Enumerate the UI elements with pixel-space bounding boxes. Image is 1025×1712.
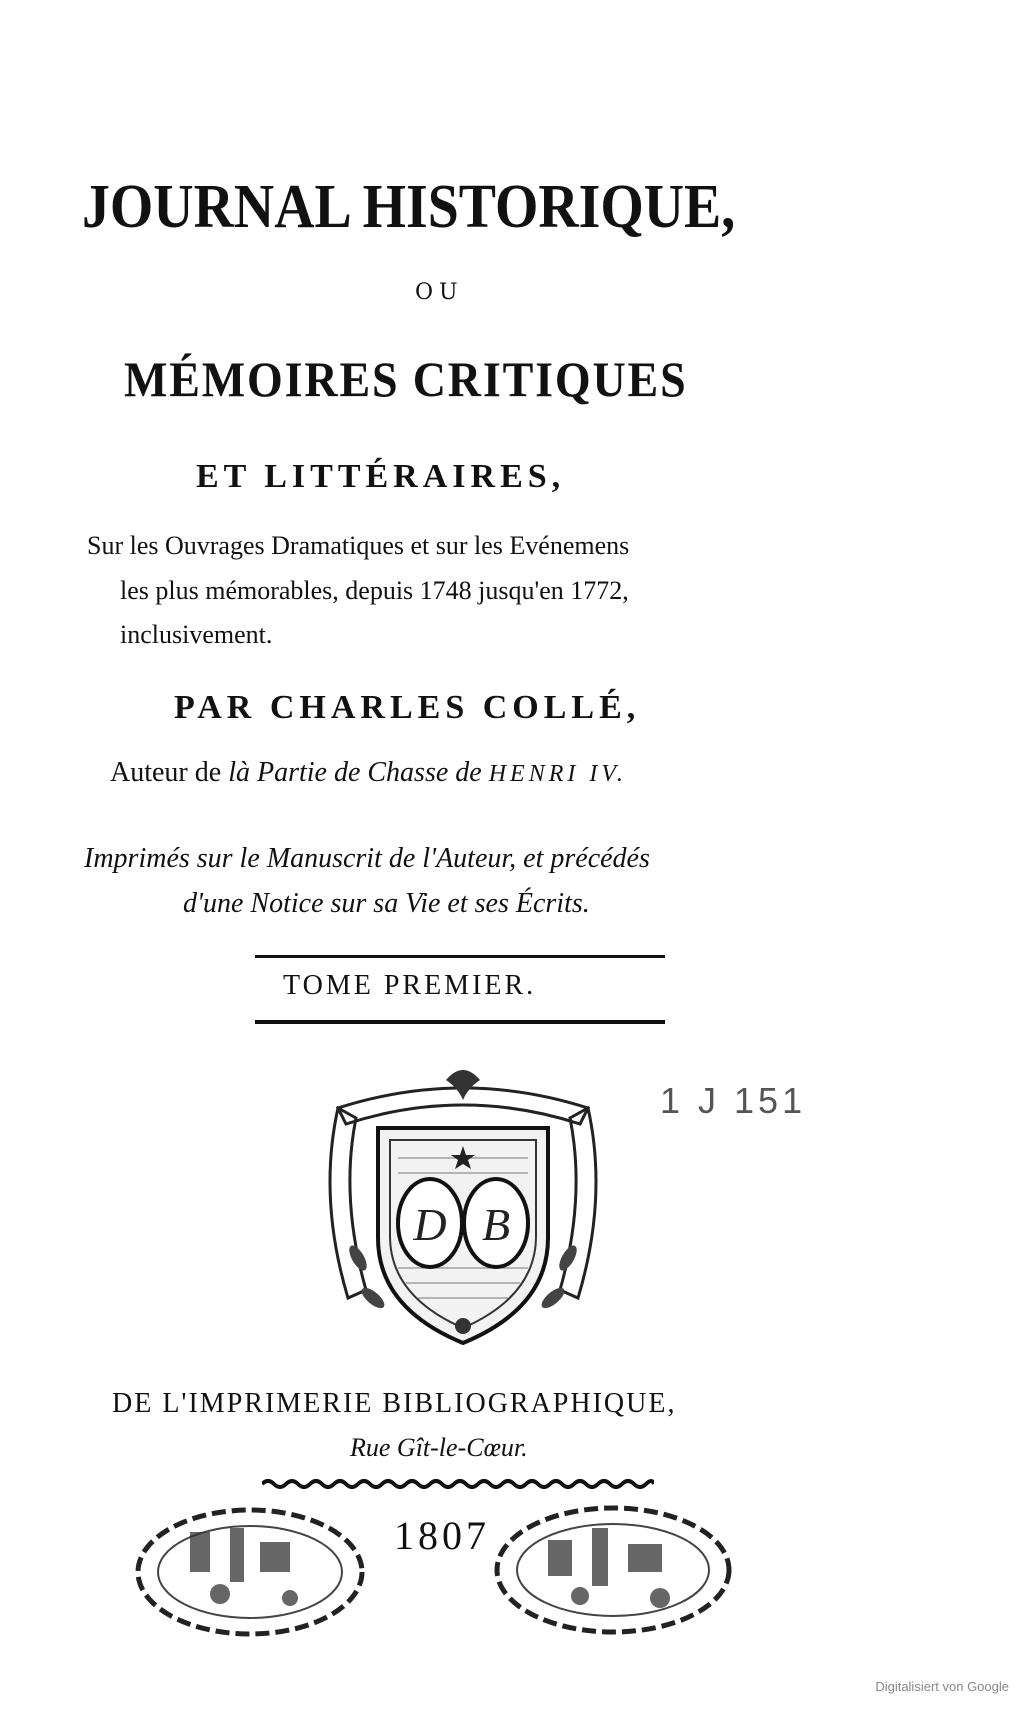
svg-text:D: D	[413, 1199, 447, 1250]
ornamental-rule	[262, 1478, 654, 1490]
author-note	[110, 757, 627, 789]
description-line-2: les plus mémorables, depuis 1748 jusqu'en 1772,	[120, 576, 629, 605]
library-shelfmark: 1 J 151	[660, 1080, 807, 1121]
publisher-address: Rue Gît-le-Cœur.	[350, 1433, 528, 1462]
author-note-name: HENRI IV.	[488, 761, 627, 787]
author-name: PAR CHARLES COLLÉ,	[174, 689, 641, 726]
title-conjunction: OU	[415, 280, 464, 305]
book-title: JOURNAL HISTORIQUE,	[82, 173, 736, 241]
volume-label: TOME PREMIER.	[283, 970, 537, 1001]
printer-emblem	[318, 1058, 608, 1358]
top-rule	[255, 955, 665, 958]
library-stamp-right	[488, 1500, 738, 1640]
printed-note-line-2: d'une Notice sur sa Vie et ses Écrits.	[183, 888, 590, 919]
description-line-3: inclusivement.	[120, 620, 273, 649]
library-stamp-left	[130, 1502, 370, 1642]
description-line-1: Sur les Ouvrages Dramatiques et sur les Evénemens	[87, 531, 630, 560]
publisher-name: DE L'IMPRIMERIE BIBLIOGRAPHIQUE,	[112, 1388, 677, 1419]
printed-note-line-1: Imprimés sur le Manuscrit de l'Auteur, et précédés	[84, 843, 650, 874]
book-subtitle-line-1: MÉMOIRES CRITIQUES	[124, 351, 688, 407]
author-note-work: là Partie de Chasse de	[228, 757, 482, 788]
svg-text:B: B	[481, 1199, 511, 1250]
bottom-rule	[255, 1020, 665, 1024]
publication-year: 1807	[394, 1513, 490, 1558]
book-subtitle-line-2: ET LITTÉRAIRES,	[196, 458, 566, 495]
author-note-prefix: Auteur de	[110, 757, 222, 788]
digitization-credit: Digitalisiert von Google	[875, 1679, 1009, 1694]
